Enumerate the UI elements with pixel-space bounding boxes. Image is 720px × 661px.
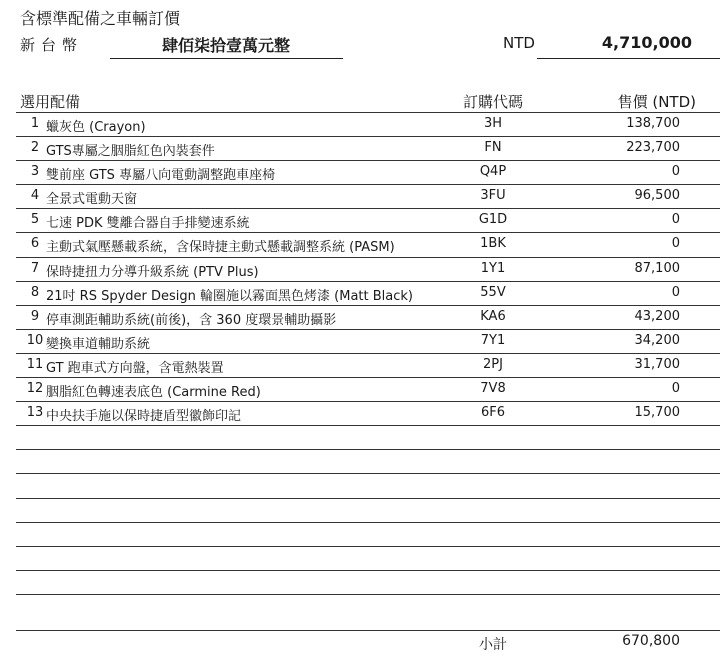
row-number: 4: [30, 188, 40, 204]
option-code: Q4P: [479, 164, 507, 180]
row-number: 1: [30, 116, 40, 131]
table-row: [16, 136, 720, 160]
option-name: GT 跑車式方向盤，含電熱裝置: [46, 360, 224, 376]
option-price: 223,700: [626, 140, 680, 156]
option-name: 蠟灰色 (Crayon): [46, 120, 146, 135]
row-number: 9: [30, 308, 40, 324]
option-code: 55V: [480, 284, 506, 300]
option-code: FN: [484, 140, 502, 156]
option-price: 43,200: [634, 308, 680, 324]
blank-row: [16, 546, 720, 570]
table-row: [16, 257, 720, 281]
option-price: 34,200: [634, 332, 680, 348]
row-number: 8: [30, 284, 40, 300]
column-header-option: 選用配備: [20, 93, 81, 111]
row-number: 12: [26, 381, 44, 397]
option-name: 保時捷扭力分導升級系統 (PTV Plus): [46, 264, 259, 280]
option-price: 0: [671, 236, 680, 252]
blank-row: [16, 425, 720, 449]
table-row: [16, 401, 720, 425]
column-header-code: 訂購代碼: [462, 93, 523, 111]
table-row: [16, 160, 720, 184]
subtotal-label: 小計: [479, 637, 507, 653]
option-name: 21吋 RS Spyder Design 輪圈施以霧面黑色烤漆 (Matt Black): [46, 288, 413, 304]
option-price: 0: [671, 381, 680, 397]
option-code: 3FU: [480, 188, 506, 204]
row-number: 7: [30, 260, 40, 276]
table-row: [16, 329, 720, 353]
subtotal-value: 670,800: [622, 633, 680, 649]
underline-price-words: [110, 58, 343, 59]
option-price: 0: [671, 164, 680, 180]
option-name: 七速 PDK 雙離合器自手排變速系統: [46, 216, 250, 232]
option-code: 1Y1: [480, 260, 506, 276]
table-row: [16, 112, 720, 136]
table-row: [16, 208, 720, 232]
table-row: [16, 305, 720, 329]
blank-row: [16, 449, 720, 473]
price-label: 新台幣: [20, 36, 84, 54]
row-number: 11: [26, 356, 44, 372]
option-name: 中央扶手施以保時捷盾型徽飾印記: [46, 409, 242, 425]
blank-row: [16, 594, 720, 618]
total-price: 4,710,000: [601, 33, 692, 52]
row-number: 3: [30, 164, 40, 180]
currency-label: NTD: [503, 34, 535, 52]
option-code: 6F6: [480, 405, 506, 421]
option-code: 3H: [483, 116, 503, 131]
row-number: 5: [30, 212, 40, 228]
option-code: 2PJ: [483, 356, 503, 372]
option-price: 138,700: [626, 116, 680, 131]
blank-row: [16, 570, 720, 594]
table-row: [16, 232, 720, 256]
option-code: G1D: [478, 212, 508, 228]
option-code: KA6: [480, 308, 506, 324]
option-code: 1BK: [480, 236, 506, 252]
option-name: 胭脂紅色轉速表底色 (Carmine Red): [46, 385, 261, 401]
blank-row: [16, 473, 720, 497]
column-header-price: 售價 (NTD): [617, 93, 696, 111]
option-price: 15,700: [634, 405, 680, 421]
option-code: 7V8: [480, 381, 506, 397]
option-name: 雙前座 GTS 專屬八向電動調整跑車座椅: [46, 168, 276, 184]
table-row: [16, 184, 720, 208]
option-price: 0: [671, 284, 680, 300]
option-price: 31,700: [634, 356, 680, 372]
blank-row: [16, 522, 720, 546]
row-number: 13: [26, 405, 44, 421]
option-name: GTS專屬之胭脂紅色內裝套件: [46, 144, 215, 160]
option-name: 停車測距輔助系統(前後)，含 360 度環景輔助攝影: [46, 312, 337, 328]
row-number: 10: [26, 332, 44, 348]
option-code: 7Y1: [480, 332, 506, 348]
underline-price: [537, 58, 720, 59]
table-row: [16, 281, 720, 305]
row-number: 2: [30, 140, 40, 156]
document-title: 含標準配備之車輛訂價: [20, 9, 181, 28]
option-name: 全景式電動天窗: [46, 192, 138, 208]
option-price: 96,500: [634, 188, 680, 204]
options-table: [16, 112, 720, 618]
price-in-words: 肆佰柒拾壹萬元整: [161, 36, 290, 55]
table-row: [16, 353, 720, 377]
subtotal-divider: [16, 630, 720, 631]
option-price: 0: [671, 212, 680, 228]
option-name: 變換車道輔助系統: [46, 336, 151, 352]
option-name: 主動式氣壓懸載系統，含保時捷主動式懸載調整系統 (PASM): [46, 240, 395, 256]
table-row: [16, 377, 720, 401]
row-number: 6: [30, 236, 40, 252]
blank-row: [16, 498, 720, 522]
option-price: 87,100: [634, 260, 680, 276]
